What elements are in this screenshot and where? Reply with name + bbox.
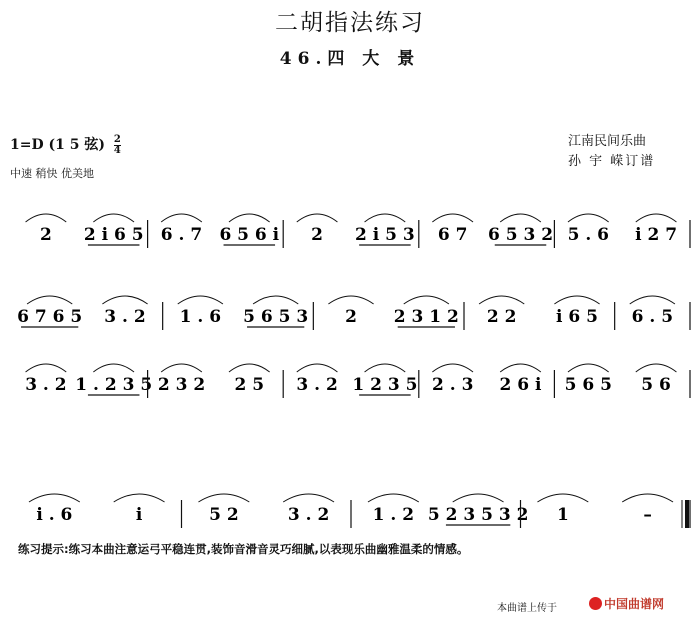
measure-notes: i 2 7 — [635, 225, 678, 245]
slur-arc — [253, 296, 298, 304]
site-name: 中国曲谱网 — [604, 597, 665, 611]
piece-title: 46.四 大 景 — [279, 49, 421, 69]
measure-notes: 6 5 3 2 — [487, 225, 554, 245]
slur-arc — [161, 364, 202, 372]
page-title: 二胡指法练习 — [275, 10, 425, 36]
measure-notes: i — [135, 505, 143, 525]
slur-arc — [636, 214, 677, 222]
slur-arc — [500, 214, 541, 222]
upload-note: 本曲谱上传于 — [497, 603, 557, 614]
slur-arc — [283, 494, 334, 502]
slur-arc — [568, 214, 609, 222]
slur-arc — [93, 364, 134, 372]
slur-arc — [114, 494, 165, 502]
measure-notes: 5 . 6 — [567, 225, 610, 245]
slur-arc — [404, 296, 449, 304]
slur-arc — [537, 494, 588, 502]
measure-notes: 6 7 6 5 — [17, 307, 83, 327]
slur-arc — [198, 494, 249, 502]
measure-notes: 2 i 6 5 — [83, 225, 144, 245]
measure-notes: 2 3 1 2 — [393, 307, 459, 327]
slur-arc — [554, 296, 599, 304]
measure-notes: 1 . 6 — [179, 307, 222, 327]
measure-notes: 2 . 3 — [431, 375, 474, 395]
measure-notes: 1 . 2 — [372, 505, 415, 525]
slur-arc — [102, 296, 147, 304]
time-sig-bottom: 4 — [113, 144, 121, 156]
measure-notes: i 6 5 — [556, 307, 598, 327]
site-logo — [589, 595, 664, 612]
slur-arc — [26, 214, 67, 222]
slur-arc — [297, 364, 338, 372]
measure-notes: 2 2 — [486, 307, 517, 327]
slur-arc — [178, 296, 223, 304]
slur-arc — [229, 214, 270, 222]
slur-arc — [630, 296, 675, 304]
measure-notes: 2 5 — [234, 375, 265, 395]
slur-arc — [328, 296, 373, 304]
measure-notes: 5 6 5 — [564, 375, 612, 395]
slur-arc — [432, 214, 473, 222]
slur-arc — [568, 364, 609, 372]
time-sig-top: 2 — [113, 133, 121, 145]
slur-arc — [27, 296, 72, 304]
measure-notes: 3 . 2 — [296, 375, 338, 395]
measure-notes: 2 — [39, 225, 52, 245]
measure-notes: 5 2 — [209, 505, 239, 525]
slur-arc — [453, 494, 504, 502]
piece-origin: 江南民间乐曲 — [568, 134, 647, 149]
measure-notes: 5 6 — [641, 375, 671, 395]
measure-notes: 1 . 2 3 5 — [75, 375, 153, 395]
slur-arc — [93, 214, 134, 222]
site-logo-icon — [589, 597, 602, 610]
slur-arc — [500, 364, 541, 372]
key-label: 1=D (1 5 弦) — [10, 137, 105, 153]
practice-hint: 练习提示:练习本曲注意运弓平稳连贯,装饰音滑音灵巧细腻,以表现乐曲幽雅温柔的情感。 — [18, 542, 469, 556]
slur-arc — [297, 214, 338, 222]
measure-notes: 2 — [311, 225, 324, 245]
measure-notes: 2 — [345, 307, 357, 327]
measure-notes: 5 6 5 3 — [243, 307, 309, 327]
measure-notes: 3 . 2 — [287, 505, 330, 525]
measure-notes: 1 — [556, 505, 569, 525]
measure-notes: 6 . 5 — [631, 307, 674, 327]
slur-arc — [161, 214, 202, 222]
measure-notes: 3 . 2 — [104, 307, 146, 327]
measure-notes: 6 7 — [437, 225, 468, 245]
slur-arc — [26, 364, 67, 372]
measure-notes: 1 2 3 5 — [352, 375, 418, 395]
slur-arc — [365, 364, 406, 372]
measure-notes: 6 . 7 — [160, 225, 203, 245]
score-body — [17, 214, 690, 528]
measure-notes: i . 6 — [36, 505, 73, 525]
slur-arc — [622, 494, 673, 502]
slur-arc — [229, 364, 270, 372]
slur-arc — [368, 494, 419, 502]
measure-notes: 6 5 6 i — [219, 225, 280, 245]
arranger-credit: 孙 宇 嵘订谱 — [568, 154, 656, 169]
measure-notes: 2 6 i — [499, 375, 542, 395]
tempo-marking: 中速 稍快 优美地 — [10, 167, 94, 180]
slur-arc — [479, 296, 524, 304]
measure-notes: 5 2 3 5 3 2 — [427, 505, 529, 525]
measure-notes: 2 3 2 — [157, 375, 206, 395]
measure-notes: 3 . 2 — [25, 375, 67, 395]
slur-arc — [29, 494, 80, 502]
slur-arc — [636, 364, 677, 372]
measure-notes: 2 i 5 3 — [355, 225, 415, 245]
measure-notes: – — [643, 505, 652, 525]
slur-arc — [365, 214, 406, 222]
slur-arc — [432, 364, 473, 372]
